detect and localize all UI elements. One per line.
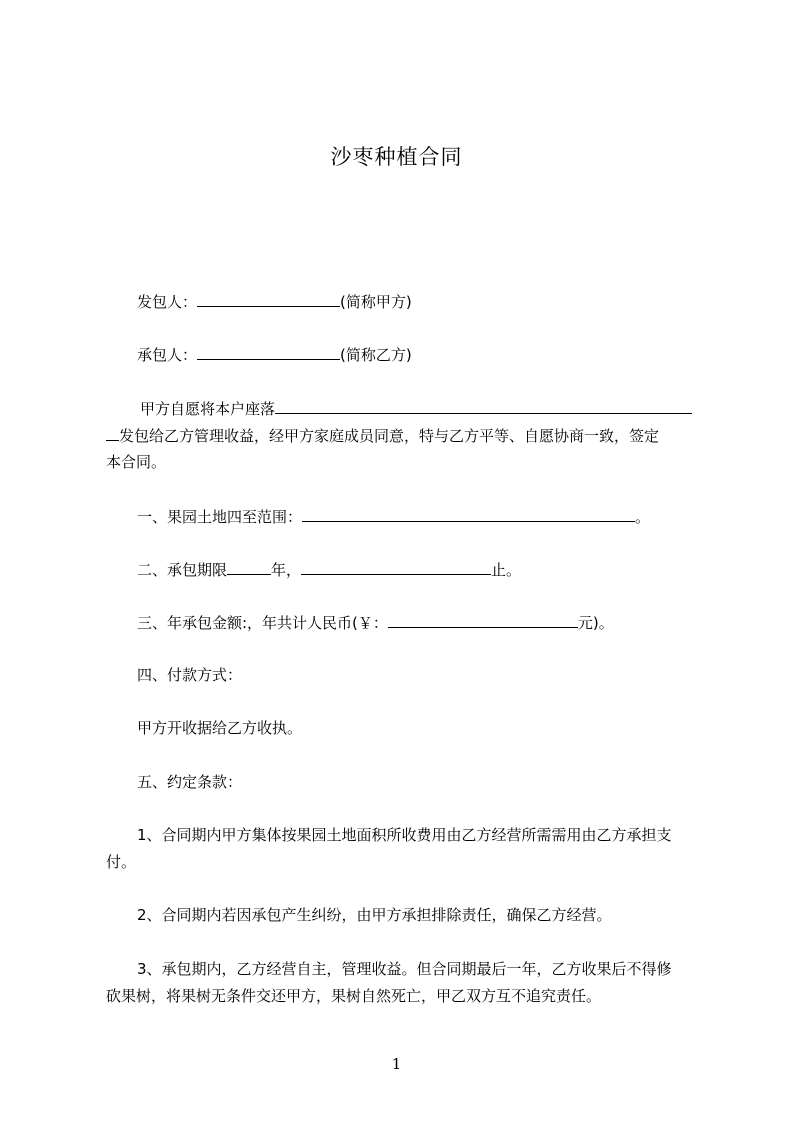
intro-line-2-text: 发包给乙方管理收益，经甲方家庭成员同意，特与乙方平等、自愿协商一致，签定 bbox=[119, 427, 660, 445]
party-b-line bbox=[137, 344, 412, 365]
section-2-line bbox=[137, 559, 521, 580]
section-1-line bbox=[137, 506, 650, 527]
section-4-label: 四、付款方式： bbox=[137, 666, 243, 684]
orchard-boundary-blank bbox=[302, 506, 635, 522]
section-3-label: 三、年承包金额:，年共计人民币(￥： bbox=[137, 614, 388, 632]
location-blank bbox=[275, 398, 692, 414]
location-blank-continued bbox=[106, 425, 119, 441]
section-3-end: 元)。 bbox=[577, 614, 614, 632]
party-b-blank bbox=[197, 344, 340, 360]
term-end-blank bbox=[301, 559, 491, 575]
section-4-text: 甲方开收据给乙方收执。 bbox=[137, 719, 303, 737]
party-a-label: 发包人： bbox=[137, 293, 198, 311]
clause-1-line-1: 1、合同期内甲方集体按果园土地面积所收费用由乙方经营所需需用由乙方承担支 bbox=[137, 826, 672, 844]
party-a-blank bbox=[197, 291, 340, 307]
clause-2-line-1: 2、合同期内若因承包产生纠纷，由甲方承担排除责任，确保乙方经营。 bbox=[137, 906, 612, 924]
party-b-note: (简称乙方) bbox=[340, 346, 412, 364]
section-2-year: 年， bbox=[271, 561, 302, 579]
section-1-label: 一、果园土地四至范围： bbox=[137, 508, 303, 526]
party-a-line bbox=[137, 291, 412, 312]
party-a-note: (简称甲方) bbox=[340, 293, 412, 311]
page-number: 1 bbox=[391, 1055, 402, 1073]
section-2-end: 止。 bbox=[491, 561, 522, 579]
section-3-line bbox=[137, 612, 614, 633]
section-5-label: 五、约定条款： bbox=[137, 773, 243, 791]
intro-line-1 bbox=[140, 398, 692, 419]
intro-line-2 bbox=[106, 425, 659, 446]
clause-3-line-2: 砍果树，将果树无条件交还甲方，果树自然死亡，甲乙双方互不追究责任。 bbox=[106, 987, 602, 1005]
intro-prefix: 甲方自愿将本户座落 bbox=[140, 400, 276, 418]
term-years-blank bbox=[227, 559, 271, 575]
section-2-label: 二、承包期限 bbox=[137, 561, 228, 579]
document-title: 沙枣种植合同 bbox=[330, 145, 463, 169]
clause-3-line-1: 3、承包期内，乙方经营自主，管理收益。但合同期最后一年，乙方收果后不得修 bbox=[137, 960, 672, 978]
section-1-end: 。 bbox=[635, 508, 651, 526]
clause-1-line-2: 付。 bbox=[106, 853, 137, 871]
amount-blank bbox=[388, 612, 578, 628]
intro-line-3: 本合同。 bbox=[106, 453, 167, 471]
party-b-label: 承包人： bbox=[137, 346, 198, 364]
